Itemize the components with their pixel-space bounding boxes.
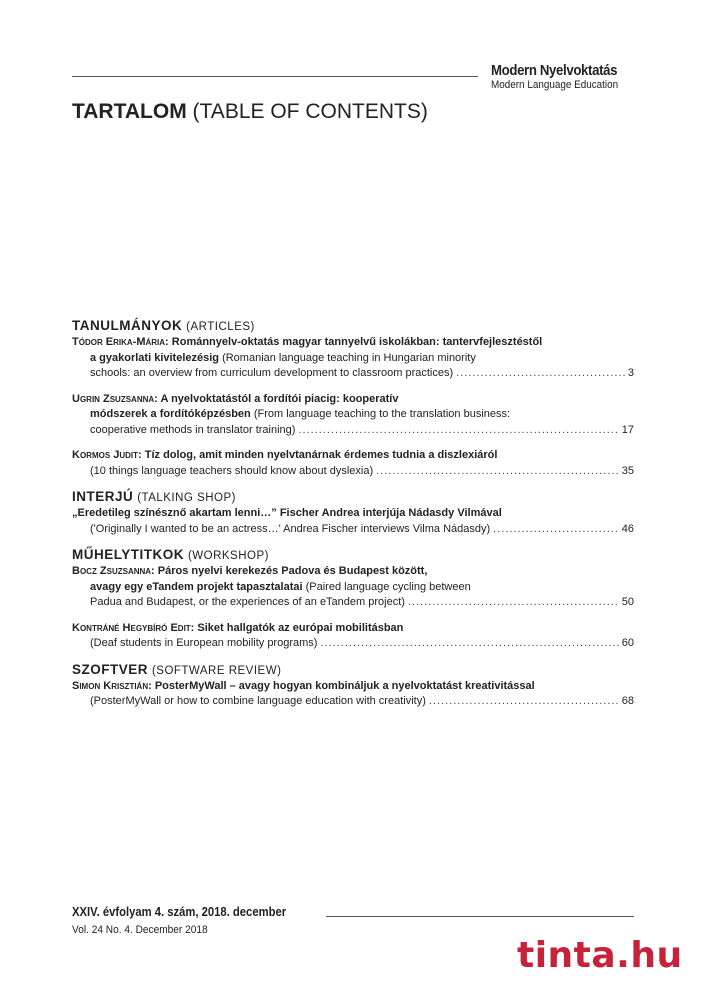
entry-title-en: (Romanian language teaching in Hungarian minority [222, 351, 476, 364]
entry-title: Siket hallgatók az európai mobilitásban [197, 621, 404, 634]
section-heading-en: (WORKSHOP) [187, 550, 269, 562]
page-title-main: TARTALOM [72, 100, 187, 123]
issue-info: XXIV. évfolyam 4. szám, 2018. december [72, 905, 287, 919]
page-number: 60 [621, 637, 634, 649]
dot-leader [429, 694, 619, 710]
toc-entry[interactable] [72, 679, 634, 710]
entry-title-en: (PosterMyWall or how to combine language education with creativity) [90, 695, 426, 707]
entry-title: PosterMyWall – avagy hogyan kombináljuk a nyelvoktatást kreativitással [154, 679, 535, 692]
entry-author: Simon Krisztián: [72, 679, 152, 692]
dot-leader [456, 366, 625, 382]
dot-leader [320, 636, 618, 652]
toc-entry[interactable] [72, 335, 634, 382]
entry-author: Kormos Judit: [72, 449, 142, 461]
section-heading-en: (ARTICLES) [186, 321, 255, 333]
footer-rule [326, 916, 634, 917]
entry-title-cont: a gyakorlati kivitelezésig [90, 351, 220, 364]
section-heading-en: (SOFTWARE REVIEW) [151, 664, 282, 677]
entry-title-en: (From language teaching to the translation business: [253, 408, 511, 420]
entry-title-cont: módszerek a fordítóképzésben [90, 408, 251, 420]
dot-leader [493, 522, 619, 538]
entry-author: Tódor Erika-Mária: [72, 336, 169, 348]
entry-title-en-cont: schools: an overview from curriculum development to classroom practices) [90, 367, 454, 379]
section-heading-hu: MŰHELYTITKOK [72, 547, 185, 562]
dot-leader [408, 595, 619, 611]
page-number: 46 [621, 522, 634, 535]
entry-title-en: ('Originally I wanted to be an actress…' Andrea Fischer interviews Vilma Nádasdy) [90, 522, 491, 535]
toc-entry[interactable] [72, 392, 634, 439]
page-number: 68 [621, 695, 634, 707]
section-software [72, 662, 634, 710]
entry-title: „Eredetileg színésznő akartam lenni…” Fischer Andrea interjúja Nádasdy Vilmával [72, 507, 502, 519]
section-heading-hu: TANULMÁNYOK [72, 318, 183, 333]
entry-title-en: (Paired language cycling between [305, 580, 471, 593]
section-heading [72, 547, 634, 562]
section-heading-hu: INTERJÚ [72, 489, 134, 504]
page-number: 17 [621, 423, 634, 436]
entry-title: Tíz dolog, amit minden nyelvtanárnak érdemes tudnia a diszlexiáról [144, 449, 498, 461]
page-number: 3 [627, 367, 634, 379]
entry-title: Románnyelv-oktatás magyar tannyelvű iskolákban: tantervfejlesztéstől [171, 336, 543, 348]
page-number: 50 [621, 596, 634, 608]
entry-author: Kontráné Hegybíró Edit: [72, 621, 195, 634]
watermark-logo: tinta.hu [517, 935, 683, 976]
header-rule [72, 76, 478, 77]
entry-author: Ugrin Zsuzsanna: [72, 392, 158, 405]
section-workshop [72, 547, 634, 652]
section-interview [72, 489, 634, 537]
section-heading [72, 489, 634, 504]
toc-entry[interactable] [72, 564, 634, 611]
issue-info-en: Vol. 24 No. 4. December 2018 [72, 924, 208, 936]
journal-title: Modern Nyelvoktatás [490, 62, 617, 79]
toc-entry[interactable] [72, 506, 634, 537]
dot-leader [298, 423, 618, 439]
entry-title: A nyelvoktatástól a fordítói piacig: kooperatív [160, 392, 399, 405]
section-articles [72, 318, 634, 479]
page-title-en: (TABLE OF CONTENTS) [192, 100, 428, 123]
journal-header [491, 62, 634, 91]
section-heading-hu: SZOFTVER [72, 661, 149, 677]
page-title [72, 100, 428, 124]
section-heading [72, 662, 634, 677]
entry-title: Páros nyelvi kerekezés Padova és Budapest között, [157, 565, 428, 577]
section-heading-en: (TALKING SHOP) [137, 492, 236, 504]
page-number: 35 [621, 464, 634, 477]
section-heading [72, 318, 634, 333]
dot-leader [376, 464, 619, 480]
entry-title-en: (Deaf students in European mobility programs) [90, 637, 318, 649]
table-of-contents [72, 318, 634, 720]
toc-entry[interactable] [72, 448, 634, 479]
journal-title-en: Modern Language Education [490, 79, 618, 91]
entry-title-en-cont: cooperative methods in translator training) [90, 423, 296, 436]
entry-author: Bocz Zsuzsanna: [72, 565, 155, 577]
toc-entry[interactable] [72, 621, 634, 652]
entry-title-en: (10 things language teachers should know about dyslexia) [90, 464, 374, 477]
entry-title-cont: avagy egy eTandem projekt tapasztalatai [90, 580, 303, 593]
entry-title-en-cont: Padua and Budapest, or the experiences of an eTandem project) [90, 596, 405, 608]
